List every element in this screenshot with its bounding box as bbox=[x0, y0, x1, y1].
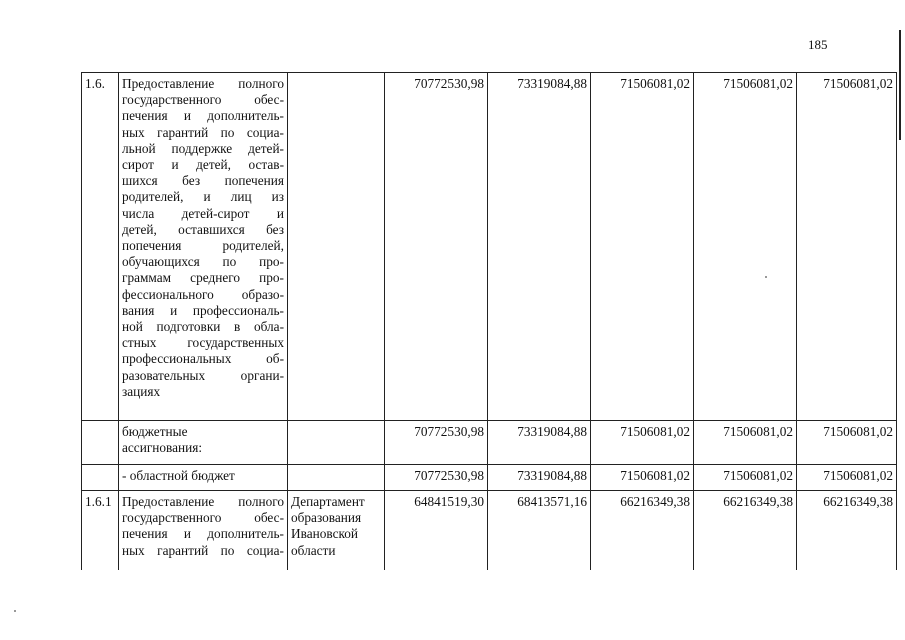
description-line: стных государственных bbox=[122, 335, 284, 351]
scan-speck bbox=[14, 610, 16, 612]
table-row bbox=[82, 421, 897, 465]
row-value-3: 71506081,02 bbox=[591, 421, 694, 465]
row-value-1: 64841519,30 bbox=[385, 491, 488, 570]
description-line: граммам среднего про- bbox=[122, 270, 284, 286]
description-line: разовательных органи- bbox=[122, 367, 284, 383]
row-value-4: 71506081,02 bbox=[694, 465, 797, 491]
row-value-5: 71506081,02 bbox=[797, 73, 897, 421]
description-line: родителей, и лиц из bbox=[122, 189, 284, 205]
description-line: ной подготовки в обла- bbox=[122, 319, 284, 335]
description-line: Предоставление полного bbox=[122, 76, 284, 91]
description-line: ных гарантий по социа- bbox=[122, 542, 284, 558]
executor-line: Департамент bbox=[291, 494, 365, 509]
row-code bbox=[82, 421, 119, 465]
row-value-3: 71506081,02 bbox=[591, 465, 694, 491]
row-value-5: 66216349,38 bbox=[797, 491, 897, 570]
row-value-2: 68413571,16 bbox=[488, 491, 591, 570]
row-description bbox=[119, 465, 288, 491]
description-line: профессиональных об- bbox=[122, 351, 284, 367]
row-value-1: 70772530,98 bbox=[385, 421, 488, 465]
description-line: печения и дополнитель- bbox=[122, 108, 284, 124]
table-row bbox=[82, 73, 897, 421]
row-executor bbox=[288, 491, 385, 570]
description-line: государственного обес- bbox=[122, 510, 284, 526]
description-line: вания и профессиональ- bbox=[122, 302, 284, 318]
row-value-4: 71506081,02 bbox=[694, 73, 797, 421]
page-number: 185 bbox=[808, 37, 828, 52]
page-edge-mark bbox=[899, 30, 901, 140]
row-code: 1.6. bbox=[82, 73, 119, 421]
executor-line: образования bbox=[291, 510, 362, 526]
table-row bbox=[82, 465, 897, 491]
row-value-5: 71506081,02 bbox=[797, 465, 897, 491]
row-value-3: 66216349,38 bbox=[591, 491, 694, 570]
row-value-1: 70772530,98 bbox=[385, 73, 488, 421]
row-executor bbox=[288, 73, 385, 421]
table-row bbox=[82, 491, 897, 570]
description-line: - областной бюджет bbox=[122, 468, 235, 483]
row-value-1: 70772530,98 bbox=[385, 465, 488, 491]
row-code bbox=[82, 465, 119, 491]
description-line: зациях bbox=[122, 383, 161, 399]
description-line: шихся без попечения bbox=[122, 173, 284, 189]
description-line: детей, оставшихся без bbox=[122, 221, 284, 237]
budget-table bbox=[81, 72, 897, 570]
description-line: сирот и детей, остав- bbox=[122, 157, 284, 173]
row-executor bbox=[288, 465, 385, 491]
description-line: ассигнования: bbox=[122, 440, 203, 456]
executor-line: области bbox=[291, 542, 336, 558]
row-description bbox=[119, 421, 288, 465]
description-line: печения и дополнитель- bbox=[122, 526, 284, 542]
row-value-2: 73319084,88 bbox=[488, 465, 591, 491]
description-line: обучающихся по про- bbox=[122, 254, 284, 270]
description-line: попечения родителей, bbox=[122, 238, 284, 254]
description-line: ных гарантий по социа- bbox=[122, 124, 284, 140]
scan-speck bbox=[765, 276, 767, 278]
description-line: числа детей-сирот и bbox=[122, 205, 284, 221]
row-value-4: 71506081,02 bbox=[694, 421, 797, 465]
executor-line: Ивановской bbox=[291, 526, 359, 542]
row-description bbox=[119, 73, 288, 421]
row-value-5: 71506081,02 bbox=[797, 421, 897, 465]
row-description bbox=[119, 491, 288, 570]
row-value-3: 71506081,02 bbox=[591, 73, 694, 421]
row-code: 1.6.1 bbox=[82, 491, 119, 570]
row-value-2: 73319084,88 bbox=[488, 421, 591, 465]
description-line: Предоставление полного bbox=[122, 494, 284, 509]
description-line: льной поддержке детей- bbox=[122, 140, 284, 156]
row-value-4: 66216349,38 bbox=[694, 491, 797, 570]
description-line: фессионального образо- bbox=[122, 286, 284, 302]
row-value-2: 73319084,88 bbox=[488, 73, 591, 421]
description-line: государственного обес- bbox=[122, 92, 284, 108]
description-line: бюджетные bbox=[122, 424, 188, 439]
row-executor bbox=[288, 421, 385, 465]
